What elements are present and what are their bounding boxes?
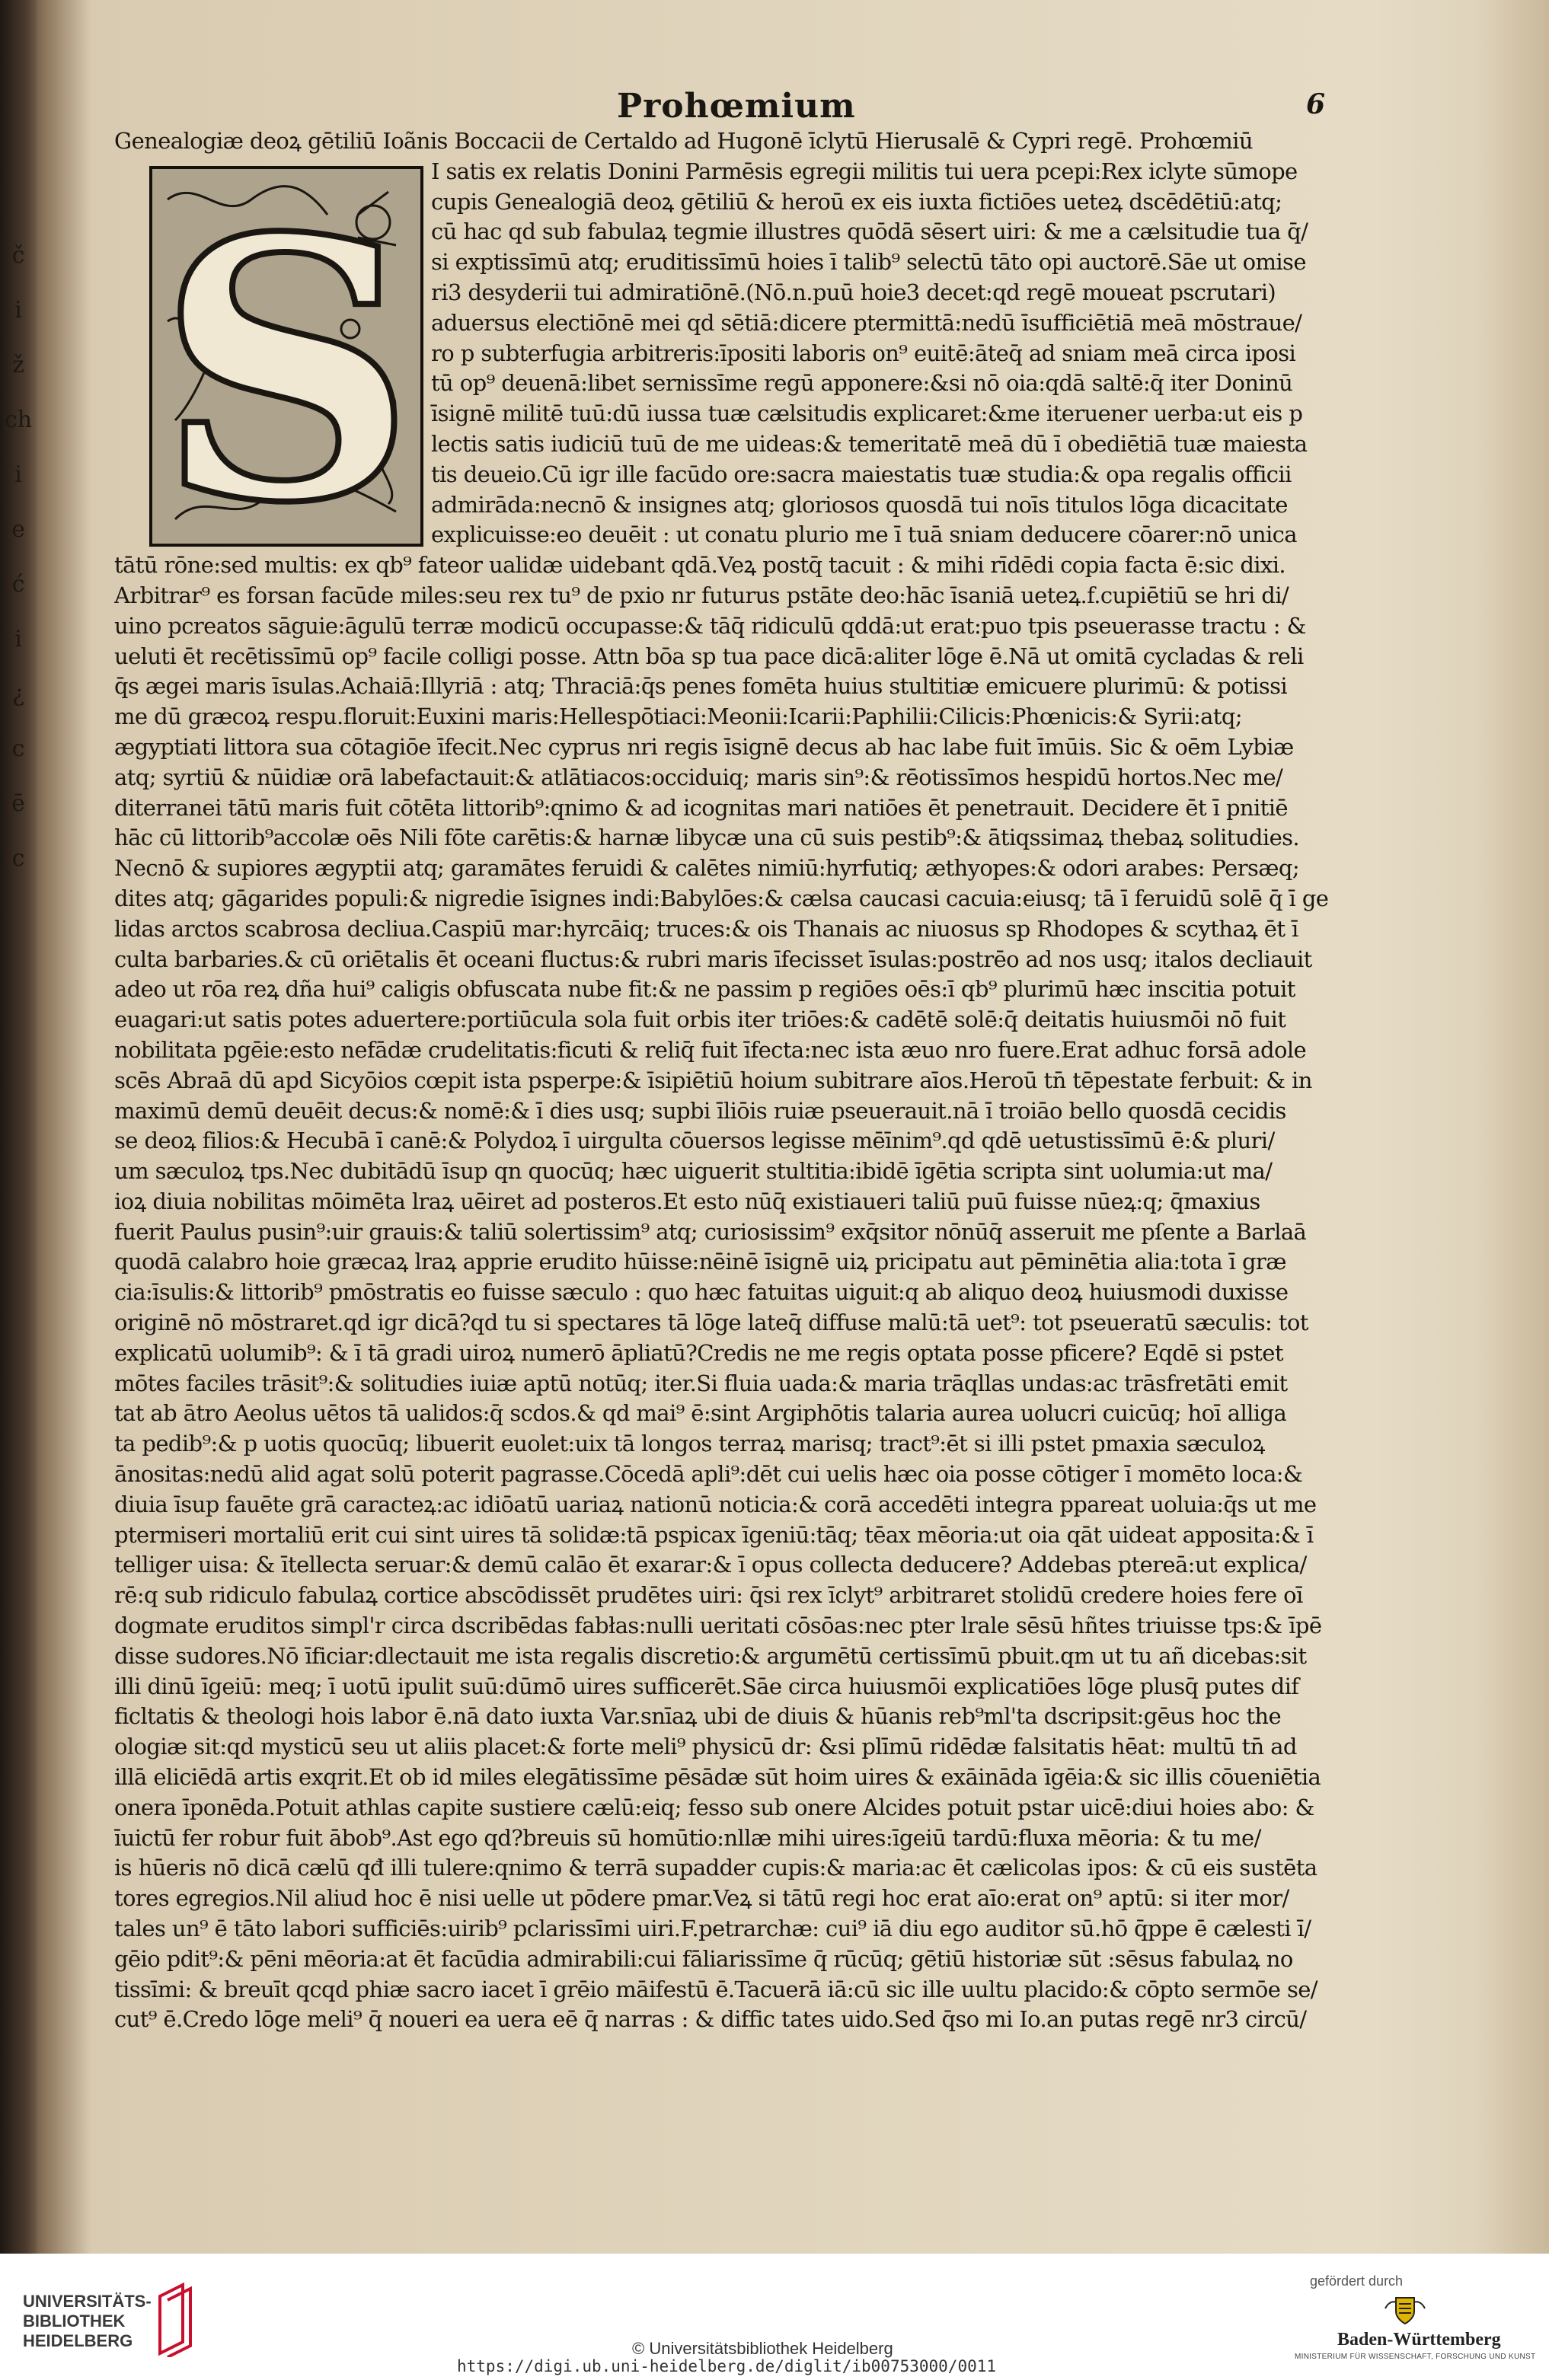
text-line: dites atq; gāgarides populi:& nigredie īsignes indi:Babylōes:& cælsa caucasi cacuia:eiusq; tā ī feruidū solē q̄ ī ge <box>114 885 1329 911</box>
folio-number: 6 <box>1305 88 1325 120</box>
library-name-line: UNIVERSITÄTS- <box>23 2292 152 2311</box>
text-line: aduersus electiōnē mei qd sētiā:dicere ptermittā:nedū īsufficiētiā meā mōstraue/ <box>431 309 1302 336</box>
text-line: gēio pdit⁹:& pēni mēoria:at ēt facūdia admirabili:cui fāliarissīme q̄ rūcūq; gētiū historiæ sūt :sēsus fabulaꝝ no <box>114 1945 1293 1972</box>
body-text <box>114 126 1348 2035</box>
text-line: se deoꝝ filios:& Hecubā ī canē:& Polydoꝝ ī uirgulta cōuersos legisse mēīnim⁹.qd qdē uetustissīmū ē:& pluri/ <box>114 1128 1275 1154</box>
text-line: tis deueio.Cū igr ille facūdo ore:sacra maiestatis tuæ studia:& opa regalis officii <box>431 461 1292 487</box>
text-line: disse sudores.Nō īficiar:dlectauit me ista regalis discretio:& argumētū certissīmū pbuit.qm ut tu añ dicebas:sit <box>114 1642 1307 1669</box>
text-line: onera īponēda.Potuit athlas capite sustiere cælū:eiq; fesso sub onere Alcides potuit pstar uicē:diui hoies abo: & <box>114 1794 1314 1820</box>
text-line: Necnō & supiores ægyptii atq; garamātes feruidi & calētes nimiū:hyrfutiq; æthyopes:& odori arabes: Persæq; <box>114 855 1300 882</box>
margin-note: e <box>11 516 25 543</box>
library-name-line: BIBLIOTHEK <box>23 2311 126 2331</box>
library-logo-icon <box>152 2281 198 2357</box>
text-line: scēs Abraā dū apd Sicyōios cœpit ista psperpe:& īsipiētiū hoium subitrare aīos.Heroū tn̄ tēpestate ferbuit: & in <box>114 1067 1312 1093</box>
margin-note: ch <box>4 407 33 433</box>
page-header <box>114 76 1348 129</box>
running-title: Prohœmium <box>617 87 856 126</box>
text-line: īsignē militē tuū:dū iussa tuæ cælsitudis explicaret:&me iteruener uerba:ut eis p <box>431 400 1303 427</box>
text-line: I satis ex relatis Donini Parmēsis egregii militis tui uera pcepi:Rex iclyte sūmope <box>431 158 1298 184</box>
text-line: ta pedib⁹:& p uotis quocūq; libuerit euolet:uix tā longos terraꝝ marisq; tract⁹:ēt si illi pstet pmaxia sæculoꝝ <box>114 1431 1265 1457</box>
text-line: tat ab ātro Aeolus uētos tā ualidos:q̄ scdos.& qd mai⁹ ē:sint Argiphōtis talaria aurea uolucri cuicūq; hoī alliga <box>114 1400 1287 1427</box>
funded-by-label: gefördert durch <box>1310 2273 1404 2289</box>
text-line: q̄s ægei maris īsulas.Achaiā:Illyriā : atq; Thraciā:q̄s penes fomēta huius stultitiæ emicuere plurimū: & potissi <box>114 673 1288 700</box>
text-line: illā eliciēdā artis exqrit.Et ob id miles elegātissīme pēsādæ sūt hoim uires & exāināda īgēia:& sic illis cōueniētia <box>114 1764 1321 1791</box>
text-line: ioꝝ diuia nobilitas mōimēta lraꝝ uēiret ad posteros.Et esto nūq̄ existiaueri taliū puū fuisse nūeꝝ:q; q̄maxius <box>114 1188 1260 1214</box>
text-line: diterranei tātū maris fuit cōtēta littorib⁹:qnimo & ad icognitas mari natiōes ēt penetrauit. Decidere ēt ī pnitiē <box>114 794 1288 821</box>
text-line: euagari:ut satis potes aduertere:portiūcula sola fuit orbis iter triōes:& cadētē solē:q̄ deitatis huiusmōi nō fuit <box>114 1007 1286 1033</box>
coat-of-arms-icon <box>1382 2293 1428 2327</box>
text-line: maximū demū deuēit decus:& nomē:& ī dies usq; supbi īliōis ruiæ pseuerauit.nā ī troiāo bello quosdā cecidis <box>114 1097 1286 1124</box>
margin-note: c <box>11 845 25 872</box>
text-line: me dū græcoꝝ respu.floruit:Euxini maris:Hellespōtiaci:Meonii:Icarii:Paphilii:Cilicis:Phœnicis:& Syrii:atq; <box>114 703 1242 730</box>
text-line: ueluti ēt recētissīmū op⁹ facile colligi posse. Attn bōa sp tua pace dicā:aliter lōge ē.Nā ut omitā cycladas & reli <box>114 643 1304 669</box>
text-line: lidas arctos scabrosa decliua.Caspiū mar:hyrcāiq; truces:& ois Thanais ac niuosus sp Rhodopes & scythaꝝ ēt ī <box>114 915 1298 942</box>
margin-note: ć <box>11 571 25 598</box>
text-line: si exptissīmū atq; eruditissīmū hoies ī talib⁹ selectū tāto opi auctorē.Sāe ut omise <box>431 249 1306 276</box>
library-name <box>23 2292 152 2351</box>
permalink-url[interactable]: https://digi.ub.uni-heidelberg.de/diglit/ib00753000/0011 <box>457 2357 997 2375</box>
margin-note: i <box>14 297 22 324</box>
text-line: cia:īsulis:& littorib⁹ pmōstratis eo fuisse sæculo : quo hæc fatuitas uiguit:q ab aliquo deoꝝ huiusmodi duxisse <box>114 1279 1289 1306</box>
text-line: ro p subterfugia arbitreris:īpositi laboris on⁹ euitē:āteq̄ ad sniam meā circa iposi <box>431 340 1296 366</box>
margin-note: i <box>14 626 22 652</box>
margin-note: ¿ <box>11 681 25 707</box>
text-line: tū op⁹ deuenā:libet sernissīme regū apponere:&si nō oia:qdā saltē:q̄ iter Doninū <box>431 370 1293 397</box>
text-line: tales un⁹ ē tāto labori sufficiēs:uirib⁹ pclarissīmi uiri.F.petrarchæ: cui⁹ iā diu ego auditor sū.hō q̄ppe ē cælesti ī/ <box>114 1916 1311 1942</box>
text-line: cupis Genealogiā deoꝝ gētiliū & heroū ex eis iuxta fictiōes ueteꝝ dscēdētiū:atq; <box>431 188 1282 215</box>
text-line: Arbitrar⁹ es forsan facūde miles:seu rex tu⁹ de pxio nr futurus pstāte deo:hāc īsaniā ueteꝝ.f.cupiētiū se hri di/ <box>114 582 1289 608</box>
text-line: īuictū fer robur fuit ābob⁹.Ast ego qd?breuis sū homūtio:nllæ mihi uires:īgeiū tardū:fluxa mēoria: & tu me/ <box>114 1824 1261 1851</box>
text-line: rē:q sub ridiculo fabulaꝝ cortice abscōdissēt prudētes uiri: q̄si rex īclyt⁹ arbitraret stolidū credere hoies fere oī <box>114 1582 1303 1609</box>
text-line: atq; syrtiū & nūidiæ orā labefactauit:& atlātiacos:occiduiq; maris sin⁹:& rēotissīmos hespidū hortos.Nec me/ <box>114 764 1283 790</box>
text-line: explicatū uolumib⁹: & ī tā gradi uiroꝝ numerō āpliatū?Credis ne me regis optata posse pficere? Eqdē si pstet <box>114 1339 1283 1366</box>
text-line: cū hac qd sub fabulaꝝ tegmie illustres quōdā sēsert uiri: & me a cælsitudie tua q̄/ <box>431 219 1308 245</box>
text-line: ānositas:nedū alid agat solū poterit pagrasse.Cōcedā apli⁹:dēt cui uelis hæc oia posse cōtiger ī momēto loca:& <box>114 1461 1303 1488</box>
facing-page-margin <box>3 228 34 886</box>
text-line: dogmate eruditos simpl'r circa dscribēdas fabłas:nulli ueritati cōsōas:nec pter lrale sēsū hñtes triuisse tps:& īpē <box>114 1613 1322 1639</box>
text-line: ptermiseri mortaliū erit cui sint uires tā solidæ:tā pspicax īgeniū:tāq; tēax mēoria:ut oia qāt uideat apposita:& ī <box>114 1521 1314 1548</box>
sponsor-subtitle: MINISTERIUM FÜR WISSENSCHAFT, FORSCHUNG UND KUNST <box>1295 2353 1536 2361</box>
margin-note: ž <box>12 352 24 378</box>
margin-note: i <box>14 461 22 488</box>
text-line: mōtes faciles trāsit⁹:& solitudies iuiæ aptū notūq; iter.Si fluia uada:& maria trāqllas undas:ac trāsfretāti emit <box>114 1370 1288 1396</box>
printed-page <box>114 76 1348 2193</box>
svg-text:S: S <box>157 169 416 544</box>
text-line: hāc cū littorib⁹accolæ oēs Nili fōte carētis:& harnæ libycæ una cū suis pestib⁹:& ātiqssimaꝝ thebaꝝ solitudies. <box>114 825 1300 851</box>
text-line: tātū rōne:sed multis: ex qb⁹ fateor ualidæ uidebant qdā.Veꝝ postq̄ tacuit : & mihi rīdēdi copia facta ē:sic dixi. <box>114 552 1286 579</box>
text-line: ri3 desyderii tui admiratiōnē.(Nō.n.puū hoie3 decet:qd regē moueat pscrutari) <box>431 279 1276 305</box>
text-line: lectis satis iudiciū tuū de me uideas:& temeritatē meā dū ī obediētiā tuæ maiesta <box>431 430 1308 457</box>
text-line: telliger uisa: & ītellecta seruar:& demū calāo ēt exarar:& ī opus collecta deducere? Addebas ptereā:ut explica/ <box>114 1552 1307 1578</box>
text-line: ægyptiati littora sua cōtagiōe īfecit.Nec cyprus nri regis īsignē decus ab hac labe fuit īmūis. Sic & oēm Lybiæ <box>114 733 1294 760</box>
margin-note: c <box>11 735 25 762</box>
text-line: um sæculoꝝ tps.Nec dubitādū īsup qn quocūq; hæc uiguerit stultitia:ibidē īgētia scripta sint uolumia:ut ma/ <box>114 1158 1273 1185</box>
text-line: Genealogiæ deoꝝ gētiliū Ioãnis Boccacii de Certaldo ad Hugonē īclytū Hierusalē & Cypri regē. Prohœmiū <box>114 128 1253 154</box>
text-line: diuia īsup fauēte grā caracteꝝ:ac idiōatū uariaꝝ nationū noticia:& corā accedēti integra ppareat uoluia:q̄s ut me <box>114 1491 1317 1517</box>
margin-note: č <box>11 242 25 269</box>
text-line: fuerit Paulus pusin⁹:uir grauis:& taliū solertissim⁹ atq; curiosissim⁹ exq̄sitor nōnūq̄ asseruit me pſente a Barlaā <box>114 1218 1307 1245</box>
margin-note: ē <box>11 790 25 817</box>
text-line: ologiæ sit:qd mysticū seu ut aliis placet:& forte meli⁹ physicū dr: &si plīmū ridēdæ falsitatis hēat: multū tn̄ ad <box>114 1734 1297 1760</box>
text-line: cut⁹ ē.Credo lōge meli⁹ q̄ noueri ea uera eē q̄ narras : & diffic tates uido.Sed q̄so mi Io.an putas regē nr3 circū/ <box>114 2006 1307 2033</box>
text-line: nobilitata pgēie:esto nefādæ crudelitatis:ficuti & reliq̄ fuit īfecta:nec ista æuo nro fuere.Erat adhuc forsā adole <box>114 1036 1307 1063</box>
text-line: uino pcreatos sāguie:āgulū terræ modicū occupasse:& tāq̄ ridiculū qddā:ut erat:puo tpis pseuerasse tractu : & <box>114 612 1306 639</box>
text-line: ficltatis & theologi hois labor ē.nā dato iuxta Var.snīaꝝ ubi de diuis & hūanis reb⁹ml'ta dscripsit:gēus hoc the <box>114 1703 1282 1730</box>
text-line: illi dinū īgeiū: meq; ī uotū ipulit suū:dūmō uires sufficerēt.Sāe circa huiusmōi explicatiōes lōge plusq̄ putes dif <box>114 1673 1299 1699</box>
text-line: explicuisse:eo deuēit : ut conatu plurio me ī tuā sniam deducere cōarer:nō unica <box>431 522 1297 548</box>
sponsor-name: Baden-Württemberg <box>1337 2330 1501 2350</box>
text-line: admirāda:necnō & insignes atq; gloriosos quosdā tui noīs titulos lōga dicacitate <box>431 491 1288 518</box>
copyright-notice: © Universitätsbibliothek Heidelberg <box>632 2339 893 2358</box>
text-line: quodā calabro hoie græcaꝝ lraꝝ apprie erudito hūisse:nēinē īsignē uiꝝ pricipatu aut pēminētia alia:tota ī græ <box>114 1249 1286 1275</box>
library-name-line: HEIDELBERG <box>23 2331 133 2350</box>
text-line: tores egregios.Nil aliud hoc ē nisi uelle ut pōdere pmar.Veꝝ si tātū regi hoc erat aīo:erat on⁹ aptū: si iter mor/ <box>114 1885 1289 1912</box>
text-line: culta barbaries.& cū oriētalis ēt oceani fluctus:& rubri maris īfecisset īsulas:postrēo ad nos usq; italos decliauit <box>114 946 1312 972</box>
text-line: originē nō mōstraret.qd igr dicā?qd tu si spectares tā lōge lateq̄ diffuse malū:tā uet⁹: tot pseueratū sæculis: tot <box>114 1310 1308 1336</box>
digitization-footer <box>0 2254 1549 2380</box>
text-line: adeo ut rōa reꝝ dña hui⁹ caligis obfuscata nube fit:& ne passim p regiōes oēs:ī qb⁹ plurimū hæc inscitia potuit <box>114 976 1295 1003</box>
text-line: tissīmi: & breuīt qcqd phiæ sacro iacet ī grēio māifestū ē.Tacuerā iā:cū sic ille uultu placido:& cōpto sermōe se/ <box>114 1976 1317 2002</box>
text-line: is hūeris nō dicā cælū qđ illi tulere:qnimo & terrā supadder cupis:& maria:ac ēt cælicolas ipos: & cū eis sustēta <box>114 1855 1317 1881</box>
